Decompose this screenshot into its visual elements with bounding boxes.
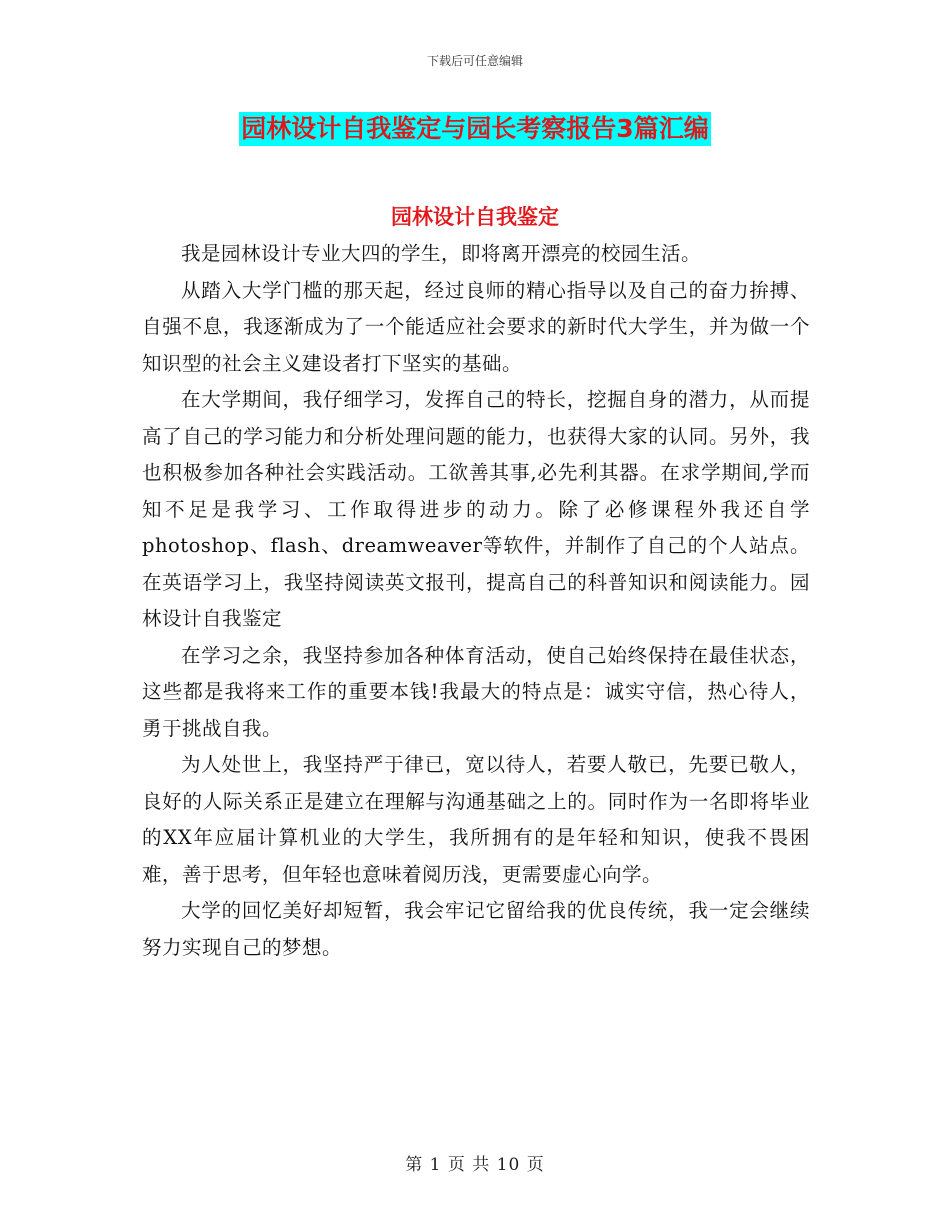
paragraph: 我是园林设计专业大四的学生，即将离开漂亮的校园生活。 — [181, 242, 702, 265]
document-body — [142, 236, 810, 966]
page-header-note: 下载后可任意编辑 — [426, 54, 523, 68]
paragraph: 大学的回忆美好却短暂，我会牢记它留给我的优良传统，我一定会继续努力实现自己的梦想。 — [142, 899, 810, 959]
document-title: 园林设计自我鉴定与园长考察报告3篇汇编 — [239, 112, 710, 146]
page-number: 第 1 页 共 10 页 — [405, 1155, 545, 1175]
paragraph: 为人处世上，我坚持严于律已，宽以待人，若要人敬已，先要已敬人，良好的人际关系正是建立在理解与沟通基础之上的。同时作为一名即将毕业的XX年应届计算机业的大学生，我所拥有的是年轻和知识，使我不畏困难，善于思考，但年轻也意味着阅历浅，更需要虚心向学。 — [142, 753, 810, 886]
section-title: 园林设计自我鉴定 — [391, 205, 559, 229]
paragraph: 从踏入大学门槛的那天起，经过良师的精心指导以及自己的奋力拚搏、自强不息，我逐渐成为了一个能适应社会要求的新时代大学生，并为做一个知识型的社会主义建设者打下坚实的基础。 — [142, 278, 810, 375]
paragraph: 在学习之余，我坚持参加各种体育活动，使自己始终保持在最佳状态，这些都是我将来工作的重要本钱!我最大的特点是：诚实守信，热心待人，勇于挑战自我。 — [142, 643, 810, 740]
paragraph: 在大学期间，我仔细学习，发挥自己的特长，挖掘自身的潜力，从而提高了自己的学习能力和分析处理问题的能力，也获得大家的认同。另外，我也积极参加各种社会实践活动。工欲善其事,必先利其器。在求学期间,学而知不足是我学习、工作取得进步的动力。除了必修课程外我还自学photoshop、flash、dreamweaver等软件，并制作了自己的个人站点。在英语学习上，我坚持阅读英文报刊，提高自己的科普知识和阅读能力。园林设计自我鉴定 — [142, 388, 810, 630]
document-title-container — [0, 112, 950, 146]
